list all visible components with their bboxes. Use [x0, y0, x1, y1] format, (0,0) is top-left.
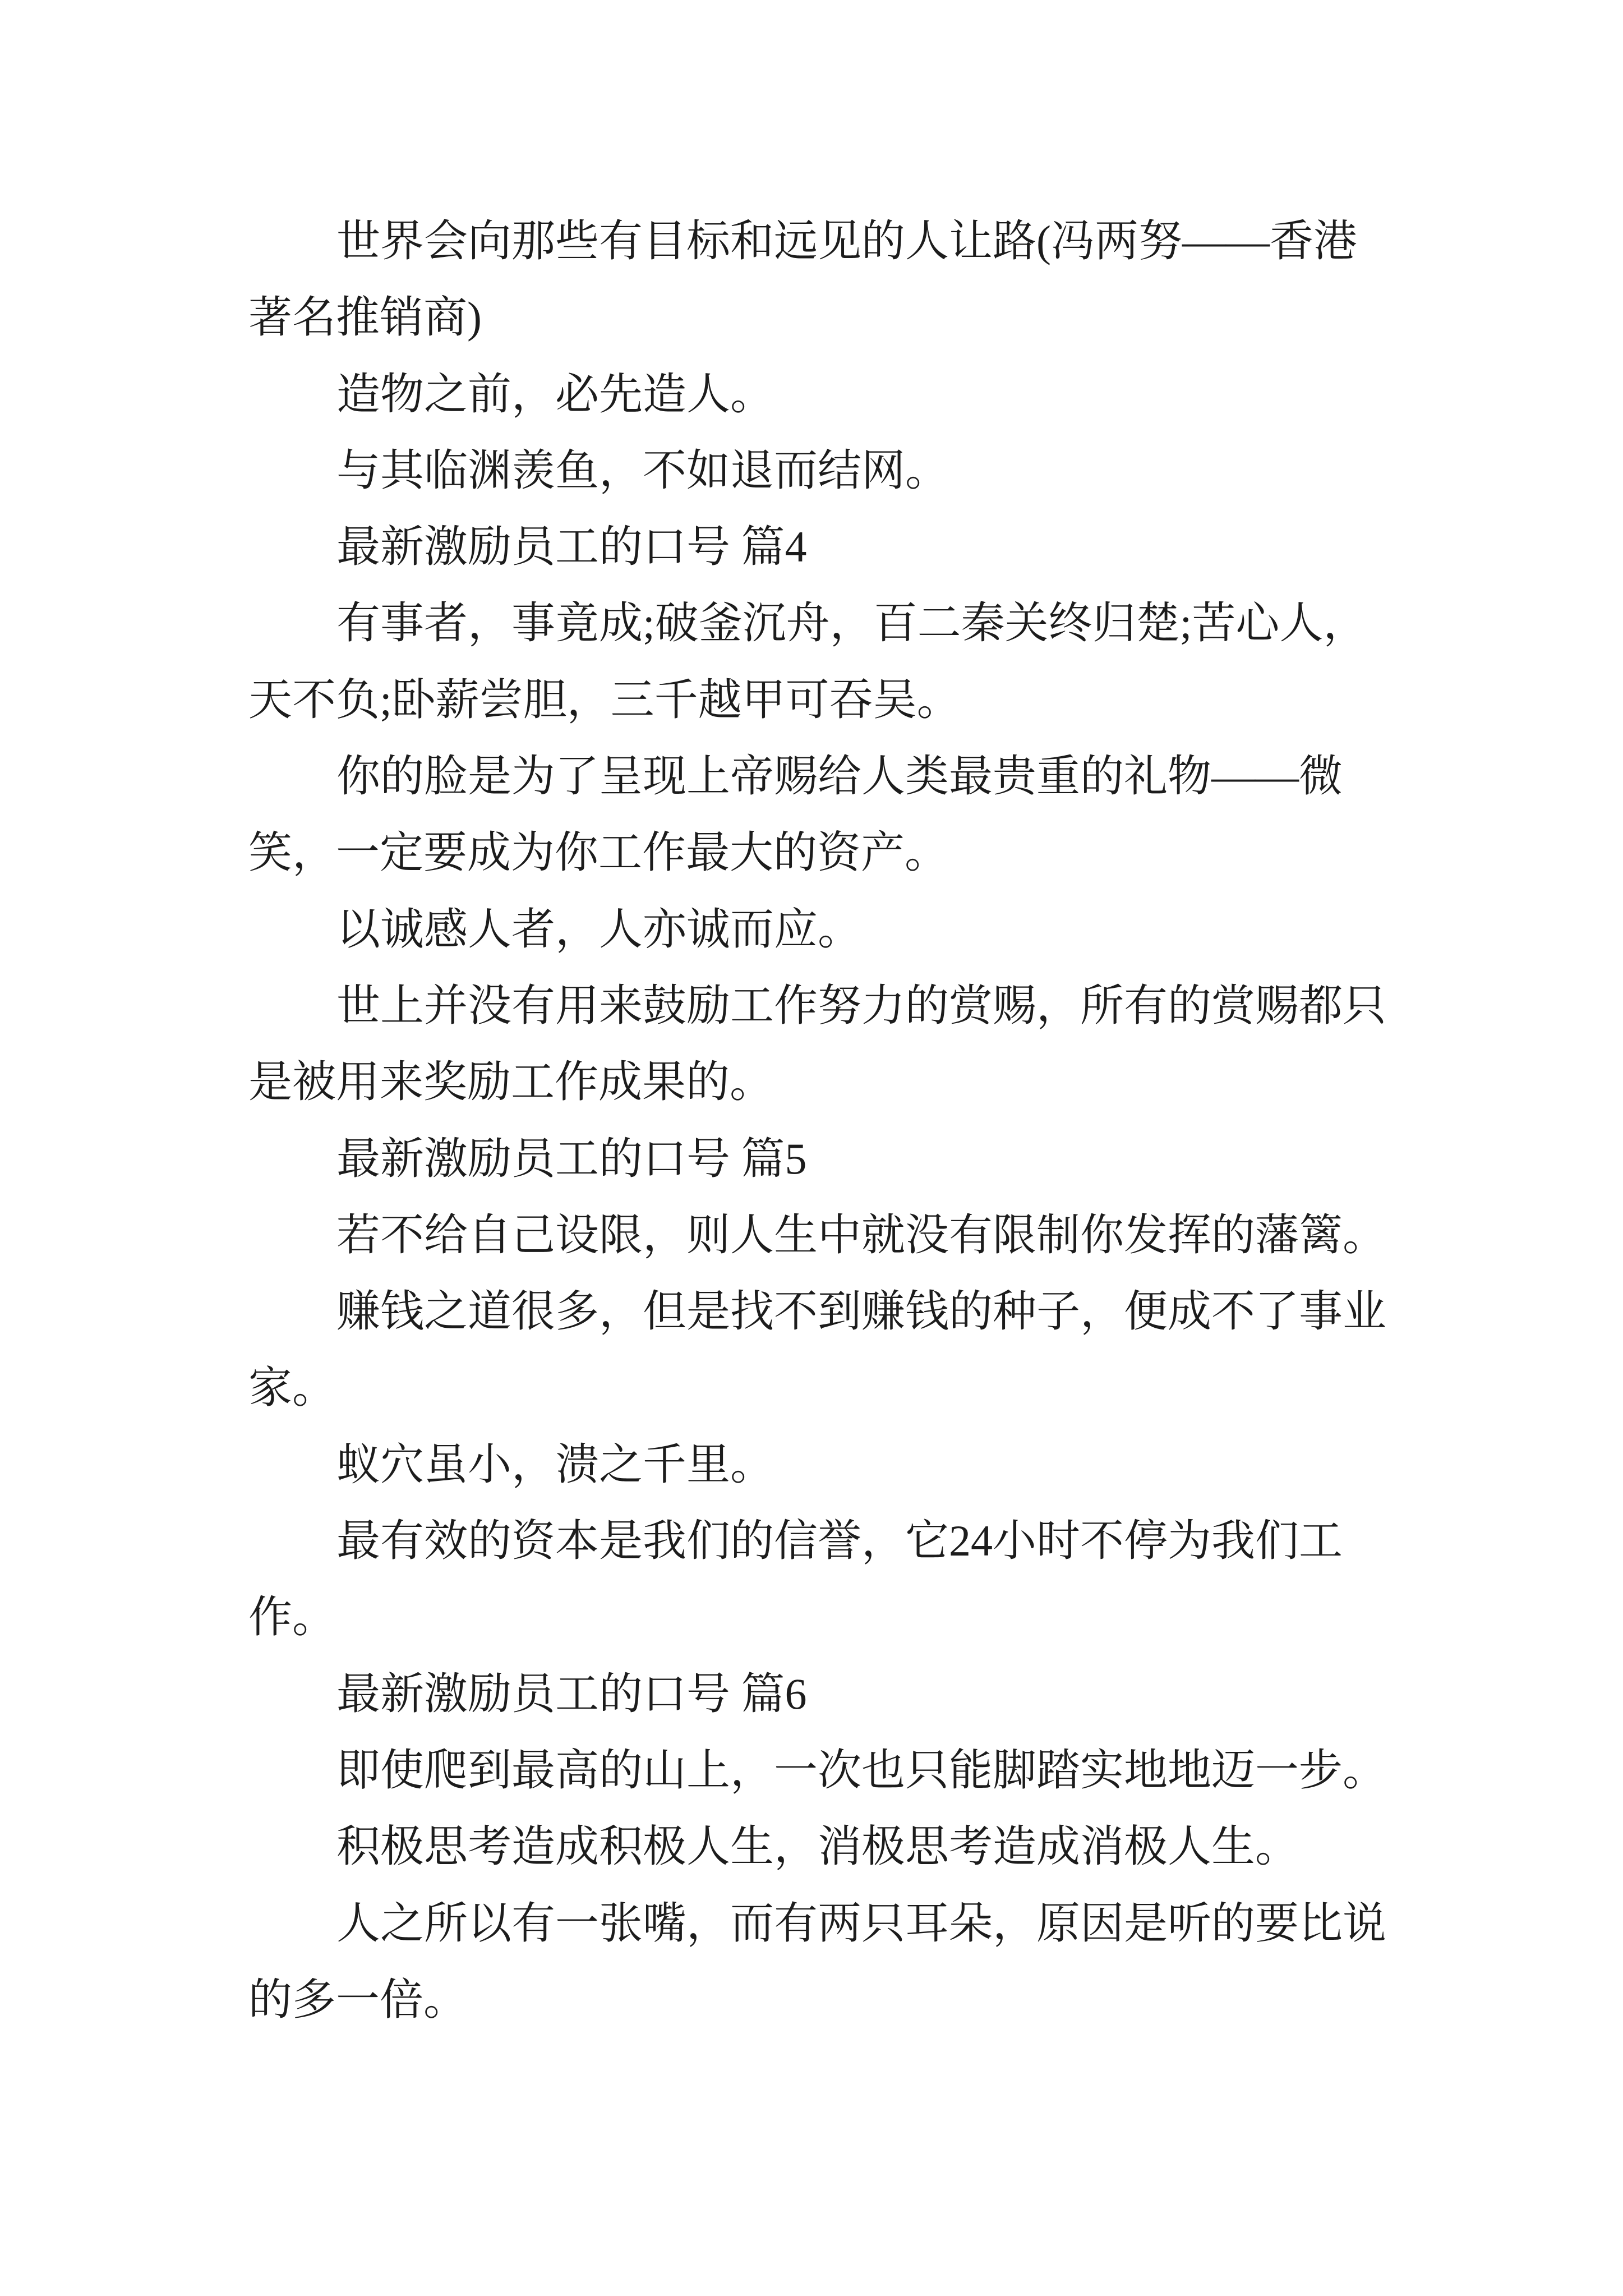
paragraph-line: 世上并没有用来鼓励工作努力的赏赐，所有的赏赐都只: [336, 981, 1387, 1030]
paragraph: [248, 203, 1482, 356]
paragraph: [248, 891, 1482, 968]
paragraph: [248, 1273, 1482, 1427]
paragraph-line: 人之所以有一张嘴，而有两只耳朵，原因是听的要比说: [336, 1898, 1387, 1948]
section-heading-text: 最新激励员工的口号 篇5: [336, 1134, 807, 1183]
paragraph: [248, 432, 1482, 509]
paragraph-line: 若不给自己设限，则人生中就没有限制你发挥的藩篱。: [336, 1210, 1387, 1259]
paragraph-line: 造物之前，必先造人。: [336, 369, 774, 418]
paragraph-line: 笑，一定要成为你工作最大的资产。: [248, 828, 949, 877]
paragraph-line: 有事者，事竟成;破釜沉舟，百二秦关终归楚;苦心人，: [336, 599, 1367, 648]
paragraph: [248, 1732, 1482, 1809]
paragraph-line: 即使爬到最高的山上，一次也只能脚踏实地地迈一步。: [336, 1745, 1387, 1795]
paragraph-line: 蚁穴虽小，溃之千里。: [336, 1439, 774, 1489]
paragraph-line: 天不负;卧薪尝胆，三千越甲可吞吴。: [248, 675, 961, 724]
section-heading: [248, 1656, 1482, 1732]
paragraph-line: 是被用来奖励工作成果的。: [248, 1057, 774, 1107]
paragraph-line: 积极思考造成积极人生，消极思考造成消极人生。: [336, 1822, 1299, 1871]
paragraph-line: 以诚感人者，人亦诚而应。: [336, 904, 862, 954]
paragraph-line: 赚钱之道很多，但是找不到赚钱的种子，便成不了事业: [336, 1287, 1387, 1336]
paragraph-line: 世界会向那些有目标和远见的人让路(冯两努——香港: [336, 217, 1357, 265]
paragraph-line: 你的脸是为了呈现上帝赐给人类最贵重的礼物——微: [336, 752, 1343, 801]
paragraph-line: 最有效的资本是我们的信誉，它24小时不停为我们工: [336, 1516, 1343, 1566]
paragraph: [248, 356, 1482, 432]
section-heading: [248, 1121, 1482, 1197]
paragraph: [248, 585, 1482, 738]
section-heading-text: 最新激励员工的口号 篇6: [336, 1669, 807, 1718]
paragraph: [248, 1503, 1482, 1656]
paragraph-line: 作。: [248, 1593, 336, 1642]
paragraph: [248, 738, 1482, 891]
paragraph: [248, 1197, 1482, 1273]
section-heading: [248, 509, 1482, 585]
paragraph: [248, 968, 1482, 1121]
section-heading-text: 最新激励员工的口号 篇4: [336, 522, 807, 572]
paragraph-line: 的多一倍。: [248, 1975, 468, 2024]
paragraph: [248, 1885, 1482, 2039]
paragraph: [248, 1809, 1482, 1885]
paragraph: [248, 1427, 1482, 1503]
paragraph-line: 与其临渊羡鱼，不如退而结网。: [336, 445, 949, 495]
document-body: [248, 203, 1482, 2038]
paragraph-line: 家。: [248, 1363, 336, 1412]
paragraph-line: 著名推销商): [248, 293, 482, 342]
